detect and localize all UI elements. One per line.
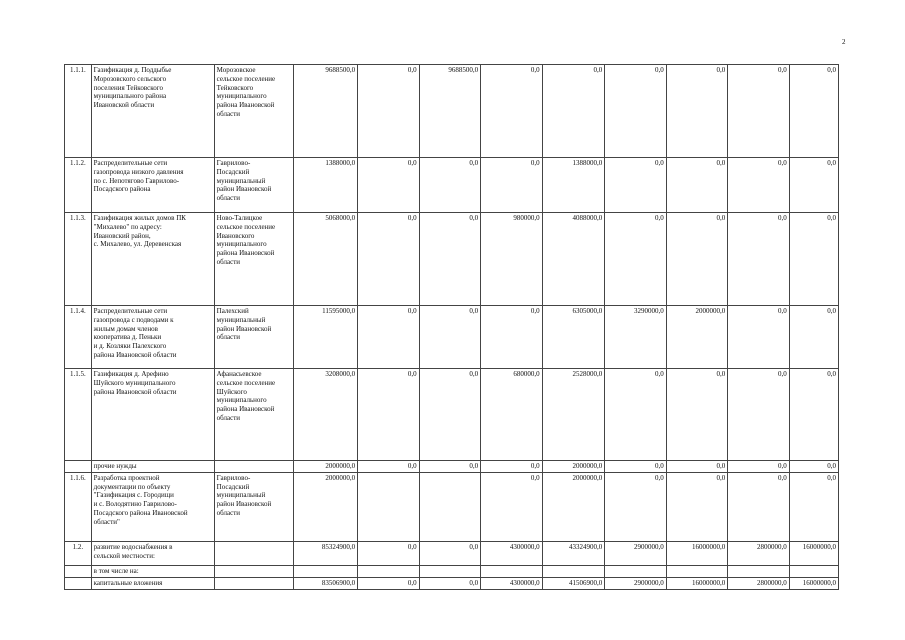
amount-cell [605, 565, 667, 577]
amount-cell: 11595000,0 [293, 306, 358, 369]
amount-cell: 0,0 [728, 461, 790, 473]
amount-cell: 0,0 [481, 65, 543, 158]
amount-cell: 0,0 [419, 577, 481, 589]
item-name-cell: Газификация жилых домов ПК "Михалево" по адресу: Ивановский район, с. Михалево, ул. Деревенская [91, 213, 214, 306]
amount-cell [358, 565, 420, 577]
amount-cell: 0,0 [358, 306, 420, 369]
amount-cell: 0,0 [419, 158, 481, 213]
amount-cell: 0,0 [666, 158, 728, 213]
amount-cell: 6305000,0 [542, 306, 605, 369]
amount-cell: 16000000,0 [789, 541, 838, 565]
item-code-cell: 1.2. [65, 541, 92, 565]
item-code-cell: 1.1.4. [65, 306, 92, 369]
amount-cell: 0,0 [789, 65, 838, 158]
item-code-cell: 1.1.1. [65, 65, 92, 158]
amount-cell [293, 565, 358, 577]
amount-cell: 0,0 [666, 461, 728, 473]
amount-cell: 0,0 [605, 472, 667, 541]
amount-cell: 0,0 [481, 461, 543, 473]
amount-cell: 9688500,0 [293, 65, 358, 158]
item-name-cell: развитие водоснабжения в сельской местности: [91, 541, 214, 565]
amount-cell: 1388000,0 [542, 158, 605, 213]
item-name-cell: Газификация д. Поддыбье Морозовского сельского поселения Тейковского муниципального района Ивановской области [91, 65, 214, 158]
budget-table [64, 64, 839, 590]
table-row [65, 472, 839, 541]
amount-cell: 3290000,0 [605, 306, 667, 369]
amount-cell: 0,0 [728, 369, 790, 461]
amount-cell: 0,0 [358, 65, 420, 158]
amount-cell [358, 472, 420, 541]
item-place-cell [214, 461, 293, 473]
amount-cell [419, 565, 481, 577]
amount-cell [419, 472, 481, 541]
amount-cell: 0,0 [605, 158, 667, 213]
item-place-cell: Ново-Талицкое сельское поселение Ивановского муниципального района Ивановской области [214, 213, 293, 306]
amount-cell: 0,0 [481, 158, 543, 213]
amount-cell: 16000000,0 [666, 541, 728, 565]
item-place-cell: Афанасьевское сельское поселение Шуйского муниципального района Ивановской области [214, 369, 293, 461]
amount-cell: 0,0 [419, 541, 481, 565]
amount-cell: 4300000,0 [481, 541, 543, 565]
amount-cell: 0,0 [605, 65, 667, 158]
amount-cell: 0,0 [666, 472, 728, 541]
amount-cell: 2000000,0 [542, 461, 605, 473]
amount-cell: 4300000,0 [481, 577, 543, 589]
table-row [65, 565, 839, 577]
item-name-cell: в том числе на: [91, 565, 214, 577]
amount-cell: 16000000,0 [789, 577, 838, 589]
amount-cell [481, 565, 543, 577]
amount-cell: 0,0 [358, 577, 420, 589]
page-number: 2 [842, 38, 846, 46]
item-name-cell: Разработка проектной документации по объекту "Газификация с. Городищи и с. Володятино Гаврилово- Посадского района Ивановской области" [91, 472, 214, 541]
table-row [65, 577, 839, 589]
table-row [65, 461, 839, 473]
item-place-cell [214, 541, 293, 565]
amount-cell: 0,0 [728, 158, 790, 213]
item-name-cell: Распределительные сети газопровода с подводами к жилым домам членов кооператива д. Пеньки и д. Козляки Палехского района Ивановской области [91, 306, 214, 369]
amount-cell: 2800000,0 [728, 577, 790, 589]
amount-cell: 2000000,0 [293, 472, 358, 541]
item-code-cell: 1.1.6. [65, 472, 92, 541]
amount-cell: 2000000,0 [666, 306, 728, 369]
amount-cell [666, 565, 728, 577]
item-place-cell [214, 565, 293, 577]
amount-cell: 0,0 [789, 213, 838, 306]
amount-cell: 0,0 [666, 213, 728, 306]
amount-cell: 43324900,0 [542, 541, 605, 565]
item-code-cell [65, 577, 92, 589]
amount-cell: 0,0 [728, 472, 790, 541]
amount-cell: 0,0 [419, 306, 481, 369]
amount-cell: 0,0 [789, 369, 838, 461]
item-place-cell: Гаврилово- Посадский муниципальный район Ивановской области [214, 472, 293, 541]
item-name-cell: прочие нужды [91, 461, 214, 473]
amount-cell [542, 565, 605, 577]
amount-cell: 1388000,0 [293, 158, 358, 213]
amount-cell: 3208000,0 [293, 369, 358, 461]
amount-cell: 0,0 [419, 461, 481, 473]
item-name-cell: капитальные вложения [91, 577, 214, 589]
amount-cell: 0,0 [789, 306, 838, 369]
amount-cell: 0,0 [481, 472, 543, 541]
amount-cell: 9688500,0 [419, 65, 481, 158]
amount-cell: 0,0 [358, 461, 420, 473]
item-place-cell: Гаврилово- Посадский муниципальный район Ивановской области [214, 158, 293, 213]
amount-cell: 0,0 [358, 369, 420, 461]
amount-cell: 41506900,0 [542, 577, 605, 589]
table-row [65, 541, 839, 565]
item-code-cell: 1.1.5. [65, 369, 92, 461]
item-name-cell: Газификация д. Арефино Шуйского муниципального района Ивановской области [91, 369, 214, 461]
item-name-cell: Распределительные сети газопровода низкого давления по с. Непотягово Гаврилово- Посадского района [91, 158, 214, 213]
table-row [65, 213, 839, 306]
amount-cell: 0,0 [605, 213, 667, 306]
table-row [65, 306, 839, 369]
item-code-cell [65, 461, 92, 473]
amount-cell: 2000000,0 [542, 472, 605, 541]
amount-cell: 0,0 [605, 461, 667, 473]
amount-cell: 2800000,0 [728, 541, 790, 565]
table-row [65, 65, 839, 158]
amount-cell: 16000000,0 [666, 577, 728, 589]
amount-cell: 980000,0 [481, 213, 543, 306]
table-row [65, 369, 839, 461]
amount-cell: 680000,0 [481, 369, 543, 461]
amount-cell: 0,0 [728, 65, 790, 158]
amount-cell: 0,0 [605, 369, 667, 461]
amount-cell: 4088000,0 [542, 213, 605, 306]
amount-cell: 2528000,0 [542, 369, 605, 461]
amount-cell: 2000000,0 [293, 461, 358, 473]
item-place-cell: Палехский муниципальный район Ивановской области [214, 306, 293, 369]
amount-cell: 0,0 [666, 65, 728, 158]
amount-cell: 0,0 [666, 369, 728, 461]
amount-cell: 0,0 [728, 306, 790, 369]
amount-cell: 2900000,0 [605, 541, 667, 565]
table-row [65, 158, 839, 213]
amount-cell: 0,0 [789, 472, 838, 541]
amount-cell: 0,0 [728, 213, 790, 306]
amount-cell: 0,0 [481, 306, 543, 369]
amount-cell: 0,0 [419, 213, 481, 306]
amount-cell: 0,0 [358, 158, 420, 213]
item-place-cell [214, 577, 293, 589]
amount-cell: 0,0 [789, 461, 838, 473]
amount-cell: 85324900,0 [293, 541, 358, 565]
amount-cell: 0,0 [419, 369, 481, 461]
item-code-cell [65, 565, 92, 577]
item-code-cell: 1.1.3. [65, 213, 92, 306]
item-code-cell: 1.1.2. [65, 158, 92, 213]
amount-cell [789, 565, 838, 577]
amount-cell: 5068000,0 [293, 213, 358, 306]
amount-cell: 0,0 [358, 213, 420, 306]
amount-cell: 0,0 [789, 158, 838, 213]
amount-cell: 0,0 [542, 65, 605, 158]
amount-cell [728, 565, 790, 577]
amount-cell: 83506900,0 [293, 577, 358, 589]
amount-cell: 0,0 [358, 541, 420, 565]
amount-cell: 2900000,0 [605, 577, 667, 589]
item-place-cell: Морозовское сельское поселение Тейковского муниципального района Ивановской области [214, 65, 293, 158]
